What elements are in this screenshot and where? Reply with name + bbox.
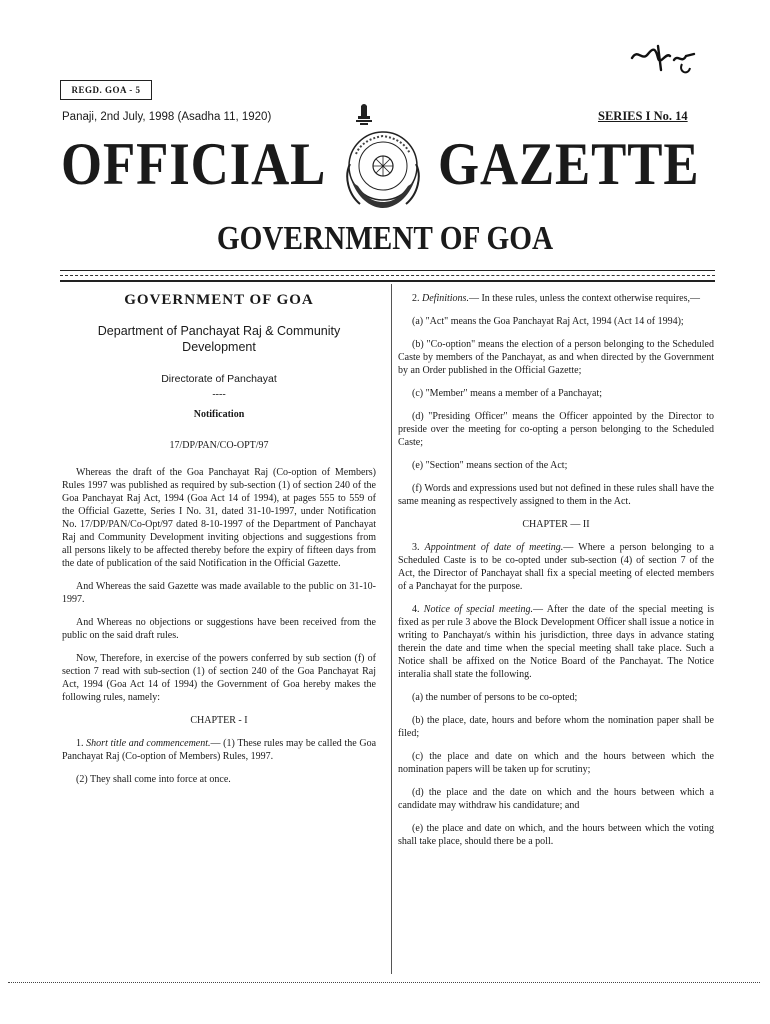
rule-2 xyxy=(398,292,714,305)
dash-separator: ---- xyxy=(212,389,226,400)
notice-item-a: (a) the number of persons to be co-opted; xyxy=(412,692,578,703)
notice-item-e: (e) the place and date on which, and the hours between which the voting shall take place, should there be a poll. xyxy=(398,823,714,847)
rule-number: 2. xyxy=(412,293,420,304)
registration-box: REGD. GOA - 5 xyxy=(60,80,152,100)
definition-d: (d) "Presiding Officer" means the Officer appointed by the Director to preside over the meeting for co-opting a person belonging to the Scheduled Caste; xyxy=(398,411,714,448)
column-separator xyxy=(391,284,392,974)
rule-text: — After the date of the special meeting is fixed as per rule 3 above the Block Development Officer shall issue a notice in writing to Panchayat/s within his jurisdiction, three days in advance stating therein the date and time when the special meeting shall take place. Such a Notice shall be affixed on the Notice Board of the Panchayat. The Notice interalia shall state the following. xyxy=(398,604,714,680)
series-number: SERIES I No. 14 xyxy=(598,109,688,123)
masthead-rule-dashed xyxy=(60,275,715,276)
issue-dateline: Panaji, 2nd July, 1998 (Asadha 11, 1920) xyxy=(62,111,272,123)
whereas-paragraph: Whereas the draft of the Goa Panchayat Raj (Co-option of Members) Rules 1997 was published as required by sub-section (1) of section 240 of the Goa Panchayat Raj Act, 1994 (Goa Act 14 of 1994), at pages 555 to 559 of the Official Gazette, Series I No. 31, dated 31-10-1997, under Notification No. 17/DP/PAN/Co-Opt/97 dated 8-10-1997 of the Department of Panchayat Raj and Community Development inviting objections and suggestions from all persons likely to be affected thereby before the expiry of fifteen days from the date of publication of the said Notification in the Official Gazette. xyxy=(62,467,376,569)
right-column xyxy=(398,292,714,858)
government-subtitle: GOVERNMENT OF GOA xyxy=(216,220,554,257)
department-name: Department of Panchayat Raj & Community Development xyxy=(97,324,341,354)
notice-item-b: (b) the place, date, hours and before whom the nomination paper shall be filed; xyxy=(398,715,714,739)
rule-1 xyxy=(62,737,376,763)
rule-text: — In these rules, unless the context otherwise requires,— xyxy=(468,293,701,304)
definition-e: (e) "Section" means section of the Act; xyxy=(412,460,568,471)
definition-b: (b) "Co-option" means the election of a person belonging to the Scheduled Caste by members of the Panchayat, as and when directed by the Government by an Order published in the Official Gazette; xyxy=(398,339,714,376)
goa-seal-icon xyxy=(330,124,436,216)
gazette-title-right: GAZETTE xyxy=(438,131,700,197)
rule-number: 4. xyxy=(412,604,420,615)
chapter-heading: CHAPTER — II xyxy=(522,519,590,530)
gazette-availability-paragraph: And Whereas the said Gazette was made available to the public on 31-10-1997. xyxy=(62,581,376,605)
rule-text: — Where a person belonging to a Scheduled Caste is to be co-opted under sub-section (4) of section 7 of the Act, the Director of Panchayat shall fix a special meeting of elected members of a Panchayat for the purpose. xyxy=(398,542,714,592)
left-column xyxy=(62,292,376,796)
definition-f: (f) Words and expressions used but not defined in these rules shall have the same meaning as respectively assigned to them in the Act. xyxy=(398,483,714,507)
chapter-heading: CHAPTER - I xyxy=(190,715,248,726)
masthead-rule-thick xyxy=(60,280,715,282)
definition-a: (a) "Act" means the Goa Panchayat Raj Act, 1994 (Act 14 of 1994); xyxy=(412,316,684,327)
definition-c: (c) "Member" means a member of a Panchayat; xyxy=(412,388,603,399)
no-objections-paragraph: And Whereas no objections or suggestions have been received from the public on the said draft rules. xyxy=(62,617,376,641)
section-heading: GOVERNMENT OF GOA xyxy=(124,292,314,308)
state-emblem-icon xyxy=(352,104,376,126)
rule-text: — (1) These rules may be called the Goa Panchayat Raj (Co-option of Members) Rules, 1997. xyxy=(62,738,377,762)
notification-reference: 17/DP/PAN/CO-OPT/97 xyxy=(169,440,269,451)
notification-title: Notification xyxy=(193,409,245,420)
gazette-title-left: OFFICIAL xyxy=(61,131,327,197)
rule-heading: Appointment of date of meeting. xyxy=(424,542,564,553)
rule-number: 3. xyxy=(412,542,420,553)
directorate-name: Directorate of Panchayat xyxy=(161,373,277,385)
page-bottom-rule xyxy=(8,982,760,983)
rule-heading: Short title and commencement. xyxy=(86,738,211,749)
notice-item-c: (c) the place and date on which and the hours between which the nomination papers will be taken up for scrutiny; xyxy=(398,751,714,775)
rule-1-2: (2) They shall come into force at once. xyxy=(76,774,231,785)
rule-number: 1. xyxy=(76,738,84,749)
rule-heading: Definitions. xyxy=(422,293,469,304)
enacting-paragraph: Now, Therefore, in exercise of the powers conferred by sub section (f) of section 7 read with sub-section (1) of section 240 of the Goa Panchayat Raj Act, 1994 (Goa Act 14 of 1994) the Government of Goa hereby makes the following rules, namely: xyxy=(62,653,376,703)
rule-4 xyxy=(398,603,714,681)
rule-3 xyxy=(398,541,714,593)
rule-heading: Notice of special meeting. xyxy=(423,604,534,615)
notice-item-d: (d) the place and the date on which and the hours between which a candidate may withdraw his candidature; and xyxy=(398,787,714,811)
handwritten-signature xyxy=(628,40,698,78)
masthead-rule xyxy=(60,270,715,271)
